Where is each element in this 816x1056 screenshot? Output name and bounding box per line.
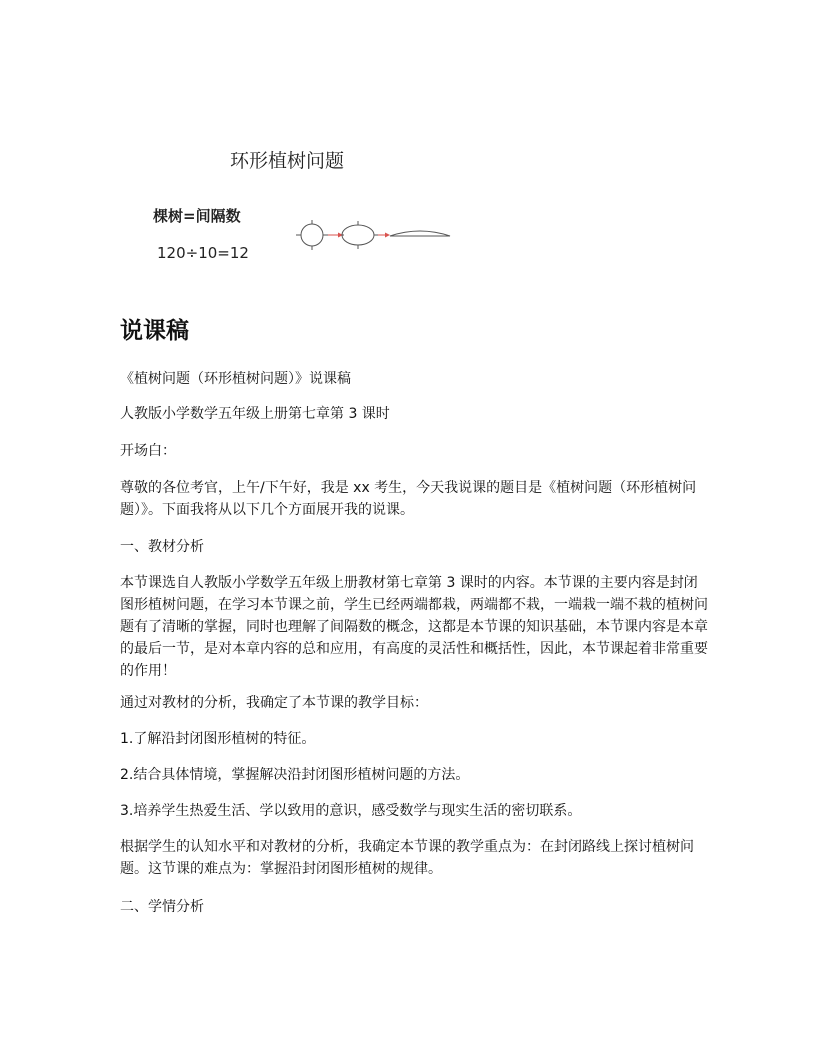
page-heading: 说课稿 — [120, 318, 189, 344]
ellipse-shape — [342, 221, 378, 249]
objective-item-1: 1.了解沿封闭图形植树的特征。 — [120, 731, 316, 747]
opening-label: 开场白： — [120, 443, 176, 459]
objective-item-2: 2.结合具体情境，掌握解决沿封闭图形植树问题的方法。 — [120, 767, 470, 783]
document-title-line: 《植树问题（环形植树问题）》说课稿 — [120, 371, 351, 387]
section-heading-material: 一、教材分析 — [120, 539, 204, 555]
arrow-right-icon — [378, 233, 390, 238]
circle-unrolling-diagram — [290, 214, 455, 254]
objective-item-3: 3.培养学生热爱生活、学以致用的意识，感受数学与现实生活的密切联系。 — [120, 803, 582, 819]
section-heading-learners: 二、学情分析 — [120, 899, 204, 915]
opening-paragraph: 尊敬的各位考官，上午/下午好，我是 xx 考生，今天我说课的题目是《植树问题（环形植树问题）》。下面我将从以下几个方面展开我的说课。 — [120, 480, 697, 518]
material-analysis-paragraph: 本节课选自人教版小学数学五年级上册教材第七章第 3 课时的内容。本节课的主要内容是封闭图形植树问题，在学习本节课之前，学生已经两端都栽，两端都不栽，一端栽一端不栽的植树问题有了清晰的掌握，同时也理解了间隔数的概念，这都是本节课的知识基础，本节课内容是本章的最后一节，是对本章内容的总和应用，有高度的灵活性和概括性，因此，本节课起着非常重要的作用！ — [120, 575, 708, 679]
small-circle-shape — [296, 220, 328, 250]
arrow-right-icon — [328, 233, 343, 238]
key-points-paragraph: 根据学生的认知水平和对教材的分析，我确定本节课的教学重点为：在封闭路线上探讨植树问题。这节课的难点为：掌握沿封闭图形植树的规律。 — [120, 839, 694, 877]
figure-formula: 棵树=间隔数 — [153, 207, 241, 225]
figure-title: 环形植树问题 — [230, 150, 345, 172]
objectives-intro: 通过对教材的分析，我确定了本节课的教学目标： — [120, 695, 428, 711]
flattened-ellipse-shape — [390, 231, 450, 236]
figure-calculation: 120÷10=12 — [157, 244, 249, 262]
lesson-info-line: 人教版小学数学五年级上册第七章第 3 课时 — [120, 406, 390, 422]
